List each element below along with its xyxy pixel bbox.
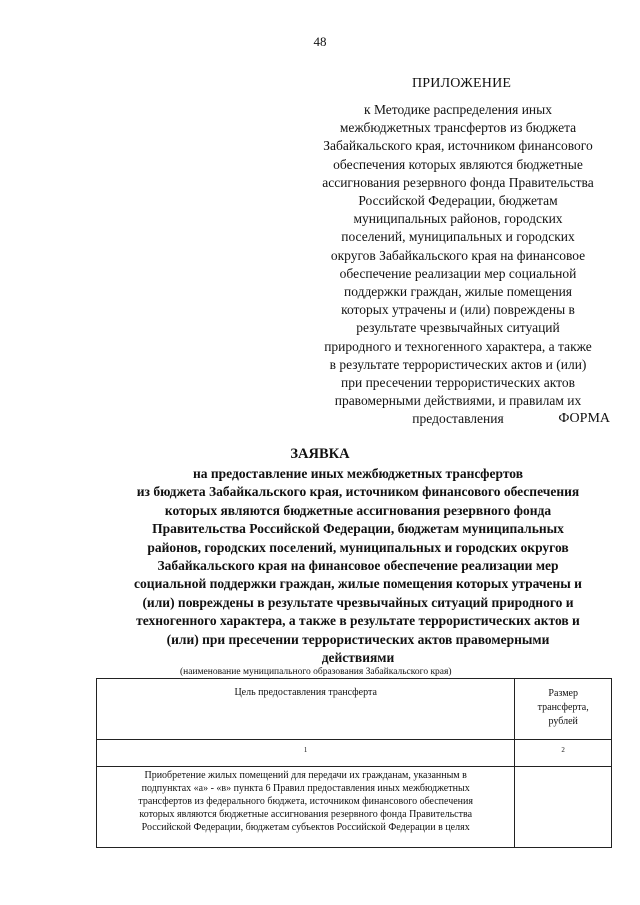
purpose-line: трансфертов из федерального бюджета, источником финансового обеспечения (138, 796, 473, 807)
subtitle-line: действиями (321, 650, 395, 666)
document-subtitle (98, 465, 618, 667)
header-size (515, 679, 612, 740)
header-purpose: Цель предоставления трансферта (97, 679, 515, 740)
size-cell (515, 767, 612, 848)
appendix-line: межбюджетных трансфертов из бюджета (339, 120, 577, 136)
appendix-title: ПРИЛОЖЕНИЕ (412, 76, 512, 91)
header-size-line: рублей (548, 716, 578, 727)
purpose-line: которых являются бюджетные ассигнования резервного фонда Правительства (139, 809, 473, 820)
header-size-line: Размер (548, 688, 578, 699)
purpose-line: подпунктах «а» - «в» пункта 6 Правил предоставления иных межбюджетных (141, 783, 470, 794)
purpose-line: Приобретение жилых помещений для передачи их гражданам, указанным в (144, 770, 467, 781)
subtitle-line: техногенного характера, а также в результате террористических актов и (136, 613, 580, 629)
subtitle-line: из бюджета Забайкальского края, источником финансового обеспечения (136, 484, 580, 500)
column-number: 2 (515, 740, 612, 767)
appendix-line: при пресечении террористических актов (341, 375, 575, 391)
subtitle-line: социальной поддержки граждан, жилые помещения которых утрачены и (134, 576, 582, 592)
purpose-line: Российской Федерации, бюджетам субъектов Российской Федерации в целях (141, 822, 470, 833)
subtitle-line: районов, городских поселений, муниципальных и городских округов (147, 539, 569, 555)
column-number-row (97, 740, 612, 767)
appendix-line: в результате террористических актов и (или) (329, 356, 587, 372)
appendix-line: ассигнования резервного фонда Правительства (322, 174, 594, 190)
document-title: ЗАЯВКА (290, 446, 350, 462)
appendix-line: обеспечение реализации мер социальной (339, 265, 577, 281)
table-row (97, 767, 612, 848)
subtitle-line: на предоставление иных межбюджетных трансфертов (192, 466, 523, 481)
appendix-line: Российской Федерации, бюджетам (358, 193, 558, 209)
purpose-cell (97, 767, 515, 848)
appendix-line: муниципальных районов, городских (353, 211, 563, 227)
form-label: ФОРМА (558, 411, 610, 426)
table-header-row (97, 679, 612, 740)
appendix-line: предоставления (412, 411, 504, 427)
appendix-line: природного и техногенного характера, а также (324, 338, 592, 354)
header-size-line: трансферта, (537, 702, 589, 713)
subtitle-line: (или) повреждены в результате чрезвычайных ситуаций природного и (142, 594, 574, 610)
column-number: 1 (97, 740, 515, 767)
appendix-description (308, 101, 608, 429)
appendix-line: правомерными действиями, и правилам их (334, 393, 582, 409)
transfer-table (96, 679, 612, 848)
appendix-line: которых утрачены и (или) повреждены в (341, 302, 575, 318)
appendix-line: к Методике распределения иных (364, 102, 552, 117)
appendix-line: результате чрезвычайных ситуаций (356, 320, 560, 336)
appendix-line: поддержки граждан, жилые помещения (343, 284, 573, 300)
subtitle-line: Правительства Российской Федерации, бюджетам муниципальных (152, 521, 564, 537)
municipality-caption: (наименование муниципального образования Забайкальского края) (180, 667, 452, 677)
subtitle-line: Забайкальского края на финансовое обеспечение реализации мер (157, 558, 559, 574)
appendix-line: Забайкальского края, источником финансового (323, 138, 593, 154)
appendix-line: обеспечения которых являются бюджетные (333, 156, 583, 172)
subtitle-line: (или) при пресечении террористических актов правомерными (166, 631, 550, 647)
appendix-line: поселений, муниципальных и городских (341, 229, 575, 245)
page-number: 48 (313, 34, 327, 49)
appendix-line: округов Забайкальского края на финансовое (330, 247, 586, 263)
subtitle-line: которых являются бюджетные ассигнования резервного фонда (164, 502, 552, 518)
